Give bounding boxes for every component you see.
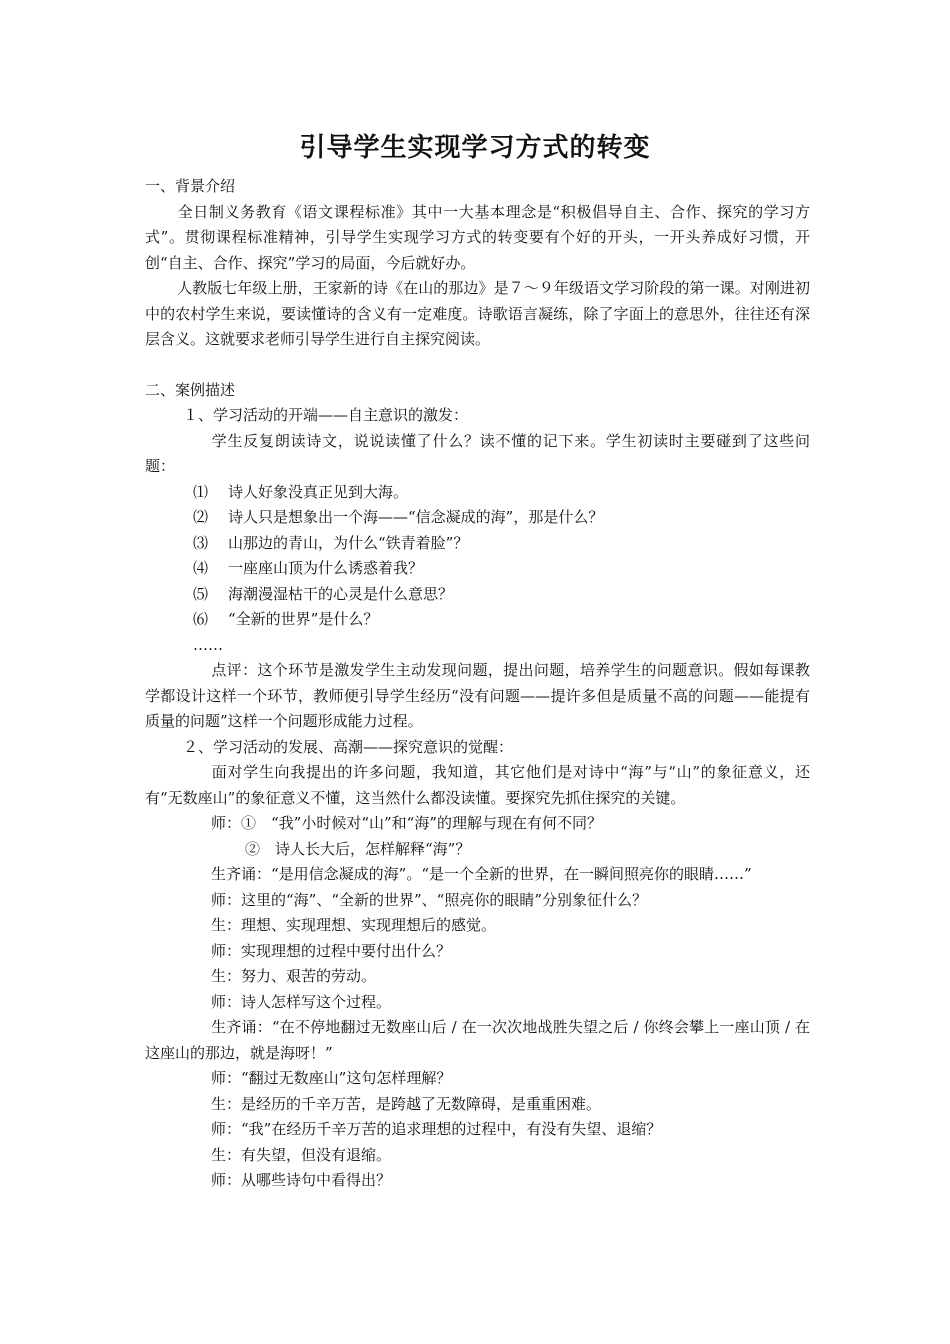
list-ellipsis: …… (193, 635, 223, 654)
dialogue-student-line: 生齐诵：“是用信念凝成的海”。“是一个全新的世界，在一瞬间照亮你的眼睛……” (211, 865, 752, 883)
subheading-activity-development: ２、学习活动的发展、高潮——探究意识的觉醒： (183, 737, 514, 756)
list-item: ⑴ 诗人好象没真正见到大海。 (193, 482, 409, 501)
list-item: ⑹ “全新的世界”是什么？ (193, 610, 379, 628)
section-heading-case: 二、案例描述 (145, 380, 236, 399)
dialogue-student-line: 生：是经历的千辛万苦，是跨越了无数障碍，是重重困难。 (211, 1094, 602, 1113)
list-item: ⑸ 海潮漫湿枯干的心灵是什么意思？ (193, 584, 454, 603)
paragraph-textbook: 人教版七年级上册，王家新的诗《在山的那边》是７～９年级语文学习阶段的第一课。对刚进初中的农村学生来说，要读懂诗的含义有一定难度。诗歌语言凝练，除了字面上的意思外，往往还有深层含义。这就要求老师引导学生进行自主探究阅读。 (145, 279, 810, 348)
list-item: ⑵ 诗人只是想象出一个海——“信念凝成的海”，那是什么？ (193, 508, 604, 526)
paragraph-teacher-analysis: 面对学生向我提出的许多问题，我知道，其它他们是对诗中“海”与“山”的象征意义，还有“无数座山”的象征意义不懂，这当然什么都没读懂。要探究先抓住探究的关键。 (145, 763, 810, 807)
dialogue-teacher-line: 师：实现理想的过程中要付出什么？ (211, 941, 452, 960)
dialogue-student-line: 生：理想、实现理想、实现理想后的感觉。 (211, 916, 497, 934)
section-heading-background: 一、背景介绍 (145, 177, 236, 195)
paragraph-students-reading: 学生反复朗读诗文，说说读懂了什么？读不懂的记下来。学生初读时主要碰到了这些问题： (145, 431, 810, 475)
list-item: ⑶ 山那边的青山，为什么“铁青着脸”？ (193, 533, 469, 552)
document-body (145, 174, 810, 1194)
paragraph-curriculum: 全日制义务教育《语文课程标准》其中一大基本理念是“积极倡导自主、合作、探究的学习方式”。贯彻课程标准精神，引导学生实现学习方式的转变要有个好的开头，一开头养成好习惯，开创“自主、合作、探究”学习的局面，今后就好办。 (145, 202, 810, 272)
dialogue-teacher-line: 师：① “我”小时候对“山”和“海”的理解与现在有何不同？ (211, 814, 603, 832)
list-item: ⑷ 一座座山顶为什么诱惑着我？ (193, 559, 424, 577)
dialogue-teacher-line: 师：诗人怎样写这个过程。 (211, 992, 392, 1011)
dialogue-teacher-line: 师：“我”在经历千辛万苦的追求理想的过程中，有没有失望、退缩？ (211, 1120, 662, 1138)
dialogue-teacher-line: 师：从哪些诗句中看得出？ (211, 1171, 392, 1189)
subheading-activity-start: １、学习活动的开端——自主意识的激发： (183, 406, 469, 424)
dialogue-teacher-line: ② 诗人长大后，怎样解释“海”？ (245, 839, 471, 858)
blank-line (145, 353, 810, 378)
dialogue-student-line: 生齐诵：“在不停地翻过无数座山后 / 在一次次地战胜失望之后 / 你终会攀上一座山顶 / 在这座山的那边，就是海呀！” (145, 1018, 810, 1062)
dialogue-teacher-line: 师：“翻过无数座山”这句怎样理解？ (211, 1069, 452, 1087)
document-title: 引导学生实现学习方式的转变 (299, 133, 651, 163)
dialogue-student-line: 生：努力、艰苦的劳动。 (211, 967, 377, 985)
dialogue-student-line: 生：有失望，但没有退缩。 (211, 1145, 392, 1164)
paragraph-comment: 点评：这个环节是激发学生主动发现问题，提出问题，培养学生的问题意识。假如每课教学都设计这样一个环节，教师便引导学生经历“没有问题——提许多但是质量不高的问题——能提有质量的问题”这样一个问题形成能力过程。 (145, 661, 810, 730)
dialogue-teacher-line: 师：这里的“海”、“全新的世界”、“照亮你的眼睛”分别象征什么？ (211, 890, 648, 909)
